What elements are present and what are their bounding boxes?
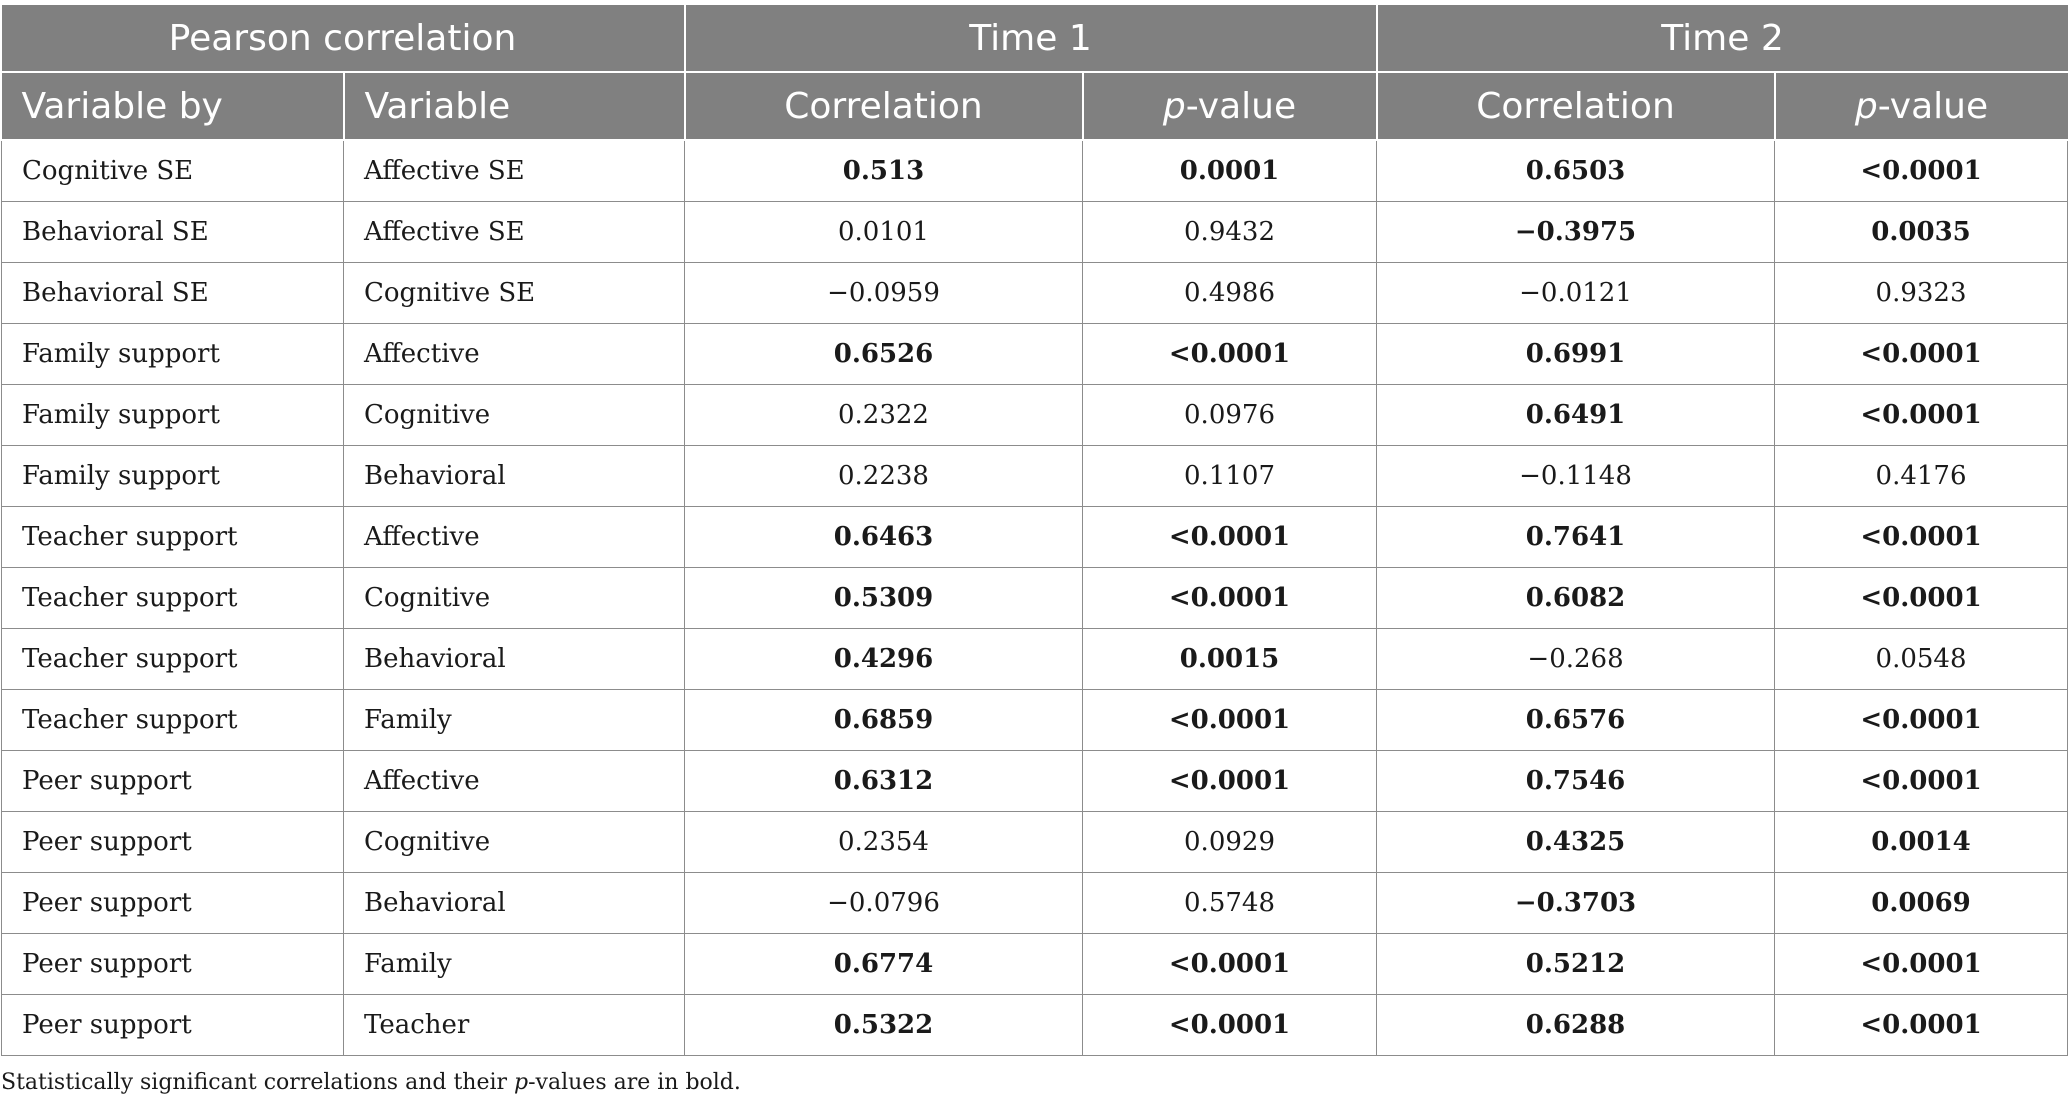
cell-pvalue-time-2: <0.0001 bbox=[1775, 324, 2068, 385]
table-row bbox=[2, 751, 2068, 812]
cell-correlation-time-1: −0.0959 bbox=[685, 263, 1083, 324]
header-pvalue-time-2 bbox=[1775, 72, 2068, 140]
cell-pvalue-time-2: <0.0001 bbox=[1775, 934, 2068, 995]
table-row bbox=[2, 690, 2068, 751]
pvalue-suffix: -value bbox=[1877, 85, 1989, 127]
table-row bbox=[2, 629, 2068, 690]
cell-variable-by: Peer support bbox=[2, 995, 344, 1056]
table-row bbox=[2, 140, 2068, 202]
cell-pvalue-time-1: <0.0001 bbox=[1083, 934, 1377, 995]
cell-pvalue-time-2: <0.0001 bbox=[1775, 690, 2068, 751]
cell-pvalue-time-1: <0.0001 bbox=[1083, 568, 1377, 629]
cell-pvalue-time-2: <0.0001 bbox=[1775, 385, 2068, 446]
cell-correlation-time-2: 0.7641 bbox=[1377, 507, 1775, 568]
cell-variable: Cognitive bbox=[344, 812, 685, 873]
cell-pvalue-time-1: 0.0976 bbox=[1083, 385, 1377, 446]
cell-pvalue-time-2: 0.0014 bbox=[1775, 812, 2068, 873]
cell-pvalue-time-2: 0.4176 bbox=[1775, 446, 2068, 507]
header-time-2: Time 2 bbox=[1377, 5, 2068, 72]
table-header bbox=[2, 5, 2068, 140]
cell-correlation-time-1: 0.5309 bbox=[685, 568, 1083, 629]
cell-pvalue-time-2: 0.0548 bbox=[1775, 629, 2068, 690]
table-row bbox=[2, 202, 2068, 263]
footnote-text-end: -values are in bold. bbox=[528, 1070, 741, 1095]
cell-pvalue-time-1: <0.0001 bbox=[1083, 690, 1377, 751]
table-row bbox=[2, 324, 2068, 385]
cell-variable-by: Behavioral SE bbox=[2, 263, 344, 324]
cell-variable: Behavioral bbox=[344, 873, 685, 934]
cell-pvalue-time-2: <0.0001 bbox=[1775, 751, 2068, 812]
table-row bbox=[2, 568, 2068, 629]
cell-variable-by: Family support bbox=[2, 385, 344, 446]
cell-pvalue-time-1: <0.0001 bbox=[1083, 507, 1377, 568]
cell-variable: Family bbox=[344, 934, 685, 995]
cell-pvalue-time-2: <0.0001 bbox=[1775, 995, 2068, 1056]
cell-correlation-time-2: −0.0121 bbox=[1377, 263, 1775, 324]
cell-correlation-time-2: −0.3975 bbox=[1377, 202, 1775, 263]
table-footnote bbox=[1, 1070, 2068, 1095]
cell-correlation-time-1: 0.0101 bbox=[685, 202, 1083, 263]
cell-pvalue-time-1: <0.0001 bbox=[1083, 324, 1377, 385]
cell-pvalue-time-2: <0.0001 bbox=[1775, 140, 2068, 202]
header-time-1: Time 1 bbox=[685, 5, 1377, 72]
cell-pvalue-time-2: 0.0069 bbox=[1775, 873, 2068, 934]
cell-correlation-time-1: −0.0796 bbox=[685, 873, 1083, 934]
table-row bbox=[2, 812, 2068, 873]
header-correlation-time-2: Correlation bbox=[1377, 72, 1775, 140]
table-row bbox=[2, 995, 2068, 1056]
cell-correlation-time-2: 0.6288 bbox=[1377, 995, 1775, 1056]
cell-correlation-time-2: −0.1148 bbox=[1377, 446, 1775, 507]
cell-variable: Cognitive bbox=[344, 568, 685, 629]
header-pvalue-time-1 bbox=[1083, 72, 1377, 140]
cell-correlation-time-2: −0.268 bbox=[1377, 629, 1775, 690]
cell-variable-by: Teacher support bbox=[2, 629, 344, 690]
table-row bbox=[2, 507, 2068, 568]
cell-correlation-time-1: 0.6312 bbox=[685, 751, 1083, 812]
cell-correlation-time-1: 0.2238 bbox=[685, 446, 1083, 507]
header-variable: Variable bbox=[344, 72, 685, 140]
cell-variable: Affective bbox=[344, 507, 685, 568]
cell-pvalue-time-2: 0.9323 bbox=[1775, 263, 2068, 324]
cell-pvalue-time-2: <0.0001 bbox=[1775, 507, 2068, 568]
correlation-table bbox=[1, 5, 2068, 1056]
cell-correlation-time-1: 0.2354 bbox=[685, 812, 1083, 873]
cell-correlation-time-1: 0.2322 bbox=[685, 385, 1083, 446]
cell-correlation-time-1: 0.6526 bbox=[685, 324, 1083, 385]
cell-correlation-time-2: −0.3703 bbox=[1377, 873, 1775, 934]
table-row bbox=[2, 934, 2068, 995]
cell-pvalue-time-2: <0.0001 bbox=[1775, 568, 2068, 629]
cell-pvalue-time-1: 0.0929 bbox=[1083, 812, 1377, 873]
cell-pvalue-time-1: 0.1107 bbox=[1083, 446, 1377, 507]
header-correlation-time-1: Correlation bbox=[685, 72, 1083, 140]
table-row bbox=[2, 446, 2068, 507]
cell-variable: Family bbox=[344, 690, 685, 751]
cell-variable: Affective bbox=[344, 751, 685, 812]
cell-correlation-time-1: 0.5322 bbox=[685, 995, 1083, 1056]
cell-correlation-time-2: 0.6503 bbox=[1377, 140, 1775, 202]
cell-variable: Cognitive SE bbox=[344, 263, 685, 324]
cell-variable: Teacher bbox=[344, 995, 685, 1056]
cell-correlation-time-2: 0.5212 bbox=[1377, 934, 1775, 995]
footnote-text-start: Statistically significant correlations and their bbox=[1, 1070, 515, 1095]
cell-correlation-time-1: 0.6859 bbox=[685, 690, 1083, 751]
table-row bbox=[2, 873, 2068, 934]
cell-pvalue-time-1: 0.0015 bbox=[1083, 629, 1377, 690]
cell-variable-by: Teacher support bbox=[2, 690, 344, 751]
header-pearson-correlation: Pearson correlation bbox=[2, 5, 685, 72]
cell-correlation-time-2: 0.6576 bbox=[1377, 690, 1775, 751]
header-variable-by: Variable by bbox=[2, 72, 344, 140]
cell-variable: Cognitive bbox=[344, 385, 685, 446]
cell-variable-by: Peer support bbox=[2, 934, 344, 995]
cell-variable: Affective SE bbox=[344, 202, 685, 263]
cell-correlation-time-1: 0.6774 bbox=[685, 934, 1083, 995]
cell-variable: Behavioral bbox=[344, 629, 685, 690]
pvalue-p-letter: p bbox=[1854, 85, 1878, 127]
cell-variable-by: Peer support bbox=[2, 812, 344, 873]
cell-correlation-time-2: 0.4325 bbox=[1377, 812, 1775, 873]
cell-pvalue-time-1: 0.5748 bbox=[1083, 873, 1377, 934]
cell-correlation-time-2: 0.6991 bbox=[1377, 324, 1775, 385]
cell-correlation-time-2: 0.6082 bbox=[1377, 568, 1775, 629]
cell-pvalue-time-1: 0.4986 bbox=[1083, 263, 1377, 324]
table-row bbox=[2, 263, 2068, 324]
cell-variable-by: Cognitive SE bbox=[2, 140, 344, 202]
cell-variable: Affective SE bbox=[344, 140, 685, 202]
cell-variable-by: Family support bbox=[2, 446, 344, 507]
cell-variable-by: Peer support bbox=[2, 873, 344, 934]
table-row bbox=[2, 385, 2068, 446]
pvalue-p-letter: p bbox=[1162, 85, 1186, 127]
header-row-columns bbox=[2, 72, 2068, 140]
cell-variable-by: Behavioral SE bbox=[2, 202, 344, 263]
cell-variable-by: Peer support bbox=[2, 751, 344, 812]
cell-pvalue-time-2: 0.0035 bbox=[1775, 202, 2068, 263]
cell-correlation-time-2: 0.7546 bbox=[1377, 751, 1775, 812]
cell-variable: Behavioral bbox=[344, 446, 685, 507]
cell-variable-by: Teacher support bbox=[2, 507, 344, 568]
cell-variable-by: Family support bbox=[2, 324, 344, 385]
cell-correlation-time-1: 0.513 bbox=[685, 140, 1083, 202]
cell-pvalue-time-1: <0.0001 bbox=[1083, 751, 1377, 812]
cell-correlation-time-1: 0.4296 bbox=[685, 629, 1083, 690]
pvalue-suffix: -value bbox=[1185, 85, 1297, 127]
cell-variable: Affective bbox=[344, 324, 685, 385]
cell-pvalue-time-1: 0.0001 bbox=[1083, 140, 1377, 202]
cell-pvalue-time-1: <0.0001 bbox=[1083, 995, 1377, 1056]
cell-correlation-time-1: 0.6463 bbox=[685, 507, 1083, 568]
header-row-groups bbox=[2, 5, 2068, 72]
cell-variable-by: Teacher support bbox=[2, 568, 344, 629]
footnote-p-letter: p bbox=[514, 1070, 529, 1095]
cell-pvalue-time-1: 0.9432 bbox=[1083, 202, 1377, 263]
cell-correlation-time-2: 0.6491 bbox=[1377, 385, 1775, 446]
table-body bbox=[2, 140, 2068, 1056]
